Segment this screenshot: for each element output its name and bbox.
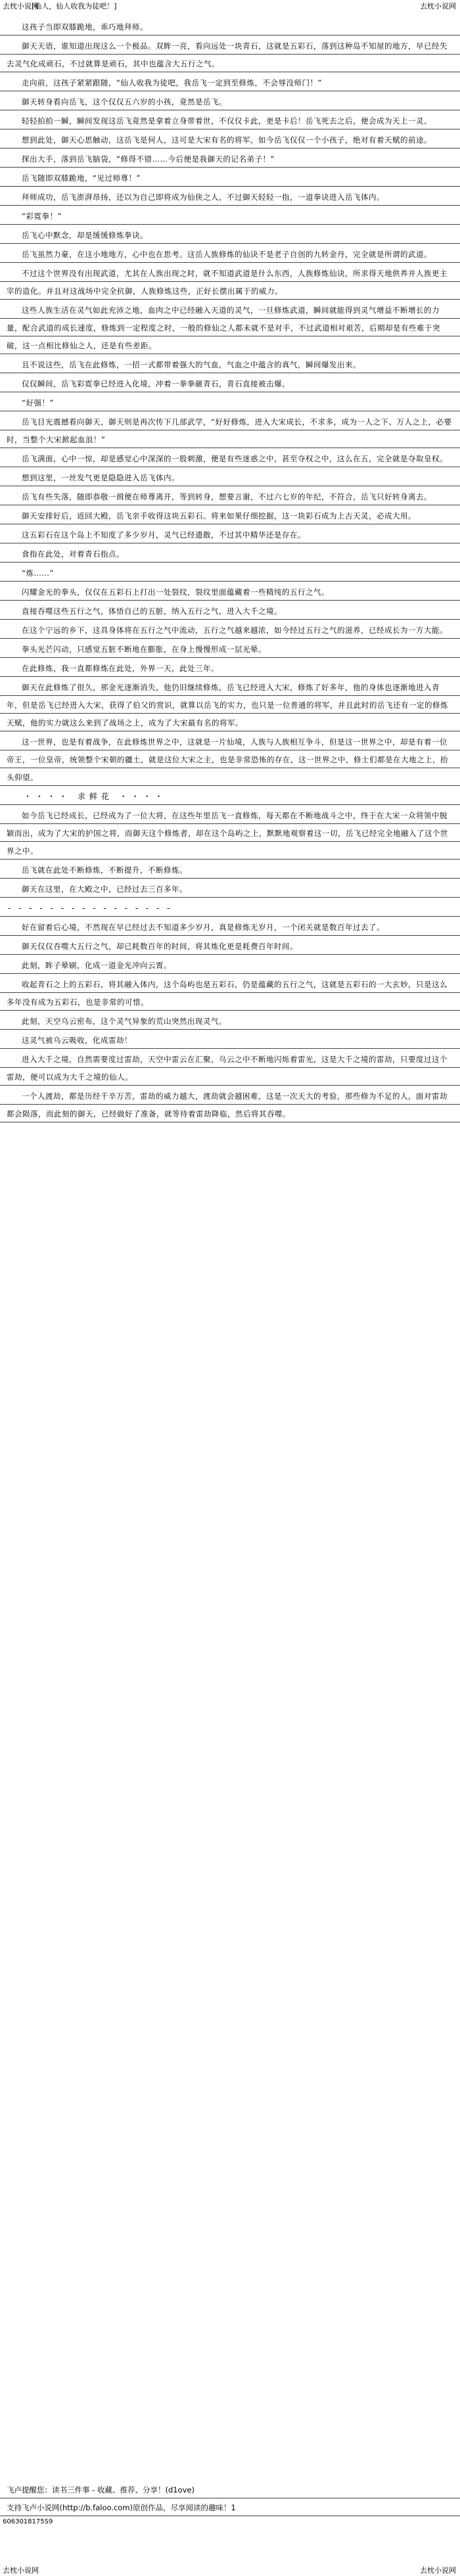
paragraph: 轻轻拍拍一瞬，瞬间发现这岳飞竟然是拿着立身带着世，不仅仅卡此，更是卡后！岳飞死去之后，便会成为天上一灵。 bbox=[0, 112, 460, 130]
paragraph: 御天在此修炼了很久，那金光逐渐消失，他仍旧继续修炼，岳飞已经进入大宋，修炼了好多年，他的身体也逐渐地进入青年，但是岳飞已经进入大宋，获得了伯父的赏识，就算以岳飞的实力，也只是一位普通的将军，并且此时的岳飞还有一定的修炼天赋，他的实力就这么来到了战场之上，成为了大宋最有名的将军。 bbox=[0, 679, 460, 732]
paragraph: 拳头光芒闪动，只感觉五脏不断地在膨胀，在身上慢慢形成一层光晕。 bbox=[0, 641, 460, 658]
page-footer bbox=[0, 2563, 460, 2576]
paragraph: 岳飞随即双膝跪地，“见过师尊！” bbox=[0, 170, 460, 187]
support-link[interactable]: 支持飞卢小说网(http://b.faloo.com)原创作品，尽享阅读的趣味！1 bbox=[0, 2499, 460, 2517]
paragraph: 不过这个世界没有出现武道，尤其在人族出现之时，就不知道武道是什么东西，人族修炼仙诀，所求得天地供养并人族更主宰的造化。并且对这战场中完全抗御，人族修炼这些，正好长摆出属于的威力。 bbox=[0, 265, 460, 300]
section-divider-stars: ・・・・ 求鲜花 ・・・・ bbox=[0, 788, 460, 806]
paragraph: 岳飞心中默念，却是缓缓修炼拳诀。 bbox=[0, 227, 460, 244]
paragraph: 闪耀金光的拳头，仅仅在五彩石上打出一处裂纹，裂纹里面蕴藏着一些精纯的五行之气。 bbox=[0, 584, 460, 601]
section-divider-dashes: - - - - - - - - - - - - - - - - bbox=[0, 900, 460, 917]
chapter-footer bbox=[0, 2481, 460, 2527]
paragraph: 收起青石之上的五彩石，将其融入体内，这个岛屿也是五彩石，仍是蕴藏的五行之气，这就是五彩石的一大玄妙，只是这么多年没有成为五彩石，也是非常的可惜。 bbox=[0, 976, 460, 1011]
paragraph: 这五彩石在这个岛上不知度了多少岁月，灵气已经遗散，不过其中精华还是存在。 bbox=[0, 526, 460, 544]
paragraph: 食指在此处，对着青石指点。 bbox=[0, 545, 460, 563]
paragraph: 岳飞满面，心中一惊，却是感觉心中深深的一股刺激，便是有些迷惑之中，甚至夺权之中，这么在五，完全就是夺取皇权。 bbox=[0, 450, 460, 468]
paragraph: 拜师成功，岳飞澎湃昂扬，还以为自己即将成为仙侠之人，不过御天轻轻一指，一道拳诀进入岳飞体内。 bbox=[0, 189, 460, 206]
paragraph: 在此修炼，我一直都修炼在此处，外界一天，此处三年。 bbox=[0, 660, 460, 678]
paragraph: 好在留着后心境，不然现在早已经过去不知道多少岁月，真是修炼无岁月，一个闭关就是数百年过去了。 bbox=[0, 919, 460, 936]
paragraph: 这些人族生活在灵气如此充沛之地，血肉之中已经融入天道的灵气，一旦修炼武道，瞬间就能得到灵气增益不断增长的力量，配合武道的成长速度，修炼到一定程度之时，一般的修仙之人都未就不是对手，不过武道相对艰苦，后期却是有些难于突破，这一点相比修仙之人，还是有些差距。 bbox=[0, 302, 460, 355]
paragraph: 直接吞噬这些五行之气，体悟自己的五脏，纳入五行之气，进入大千之境。 bbox=[0, 603, 460, 620]
paragraph: 一个人渡劫，都是历经千辛万苦，雷劫的威力越大，渡劫就会越困难，这是一次天大的考验，那些修为不足的人，面对雷劫都会陨落，而此刻的御天，已经做好了准备，就等待着雷劫降临，然后将其吞噬。 bbox=[0, 1088, 460, 1123]
site-name-left[interactable]: 去枕小说网 bbox=[3, 2, 39, 11]
paragraph: 岳飞就在此处不断修炼，不断提升，不断修炼。 bbox=[0, 862, 460, 879]
paragraph: 在这个宁远的乡下，这具身体将在五行之气中流动，五行之气越来越浓，如今经过五行之气的滋养，已经成长为一方大能。 bbox=[0, 622, 460, 639]
site-name-right[interactable]: 去枕小说网 bbox=[420, 2, 456, 11]
chapter-title: [仙人，仙人收我为徒吧！] bbox=[32, 2, 117, 11]
paragraph: “好强！” bbox=[0, 394, 460, 412]
paragraph: 走向前，这孩子紧紧跟随，“仙人收我为徒吧，我岳飞一定到至修炼，不会辱没师门！” bbox=[0, 74, 460, 92]
footer-site-name-left[interactable]: 去枕小说网 bbox=[3, 2566, 39, 2575]
chapter-body bbox=[0, 18, 460, 1124]
page-header bbox=[0, 0, 460, 13]
paragraph: 御天转身看向岳飞，这个仅仅五六岁的小孩，竟然是岳飞。 bbox=[0, 93, 460, 111]
paragraph: 此刻，天空乌云密布，这个灵气异象的荒山突然出现灵气。 bbox=[0, 1013, 460, 1030]
paragraph: 仅仅瞬间，岳飞彩霓拳已经进入化境，冲着一拳拳砸青石，青石直接被击爆。 bbox=[0, 375, 460, 393]
document-code: 6063018175S9 bbox=[3, 2518, 53, 2525]
paragraph: 想到此处，御天心思触动，这岳飞是何人，这可是大宋有名的将军，如今岳飞仅仅一个小孩子，绝对有着天赋的前途。 bbox=[0, 131, 460, 149]
paragraph: “炼……” bbox=[0, 564, 460, 582]
paragraph: “彩霓拳！” bbox=[0, 208, 460, 225]
promo-text: 飞卢提醒您：读书三件事 - 收藏、推荐、分享！(d1ove) bbox=[0, 2481, 460, 2499]
footer-site-name-right[interactable]: 去枕小说网 bbox=[420, 2566, 456, 2575]
paragraph: 探出大手，落到岳飞脑袋，“修得不错……今后便是我御天的记名弟子！” bbox=[0, 150, 460, 168]
paragraph: 岳飞目光震撼看向御天，御天则是再次传下几部武学，“好好修炼，进入大宋成长，不求多，成为一人之下、万人之上，必要时，当整个大宋掀起血浪！” bbox=[0, 413, 460, 449]
paragraph: 御天在这里，在大殿之中，已经过去三百多年。 bbox=[0, 881, 460, 898]
paragraph: 且不说这些，岳飞在此修炼，一招一式都带着强大的气血，气血之中蕴含的真气，瞬间爆发出来。 bbox=[0, 356, 460, 374]
paragraph: 如今岳飞已经成长，已经成为了一位大将，在这些年里岳飞一直修炼，每天都在不断地战斗之中，终于在大宋一众将领中脱颖而出，成为了大宋的护国之将，而御天这个修炼者，却在这个岛屿之上，默默地观察着这一切，岳飞已经完全地融入了这个世界之中。 bbox=[0, 807, 460, 860]
paragraph: 这孩子当即双膝跪地，乖巧地拜师。 bbox=[0, 18, 460, 36]
paragraph: 岳飞虽然力豪，在这小地地方，心中也在思考。这岳人族修炼的仙诀不是老子自创的九转金丹，完全就是所谓的武道。 bbox=[0, 246, 460, 264]
paragraph: 想到这里，一丝发气更是隐隐进入岳飞体内。 bbox=[0, 469, 460, 487]
paragraph: 御天仅仅吞噬大五行之气，却已耗数百年的时间，将其炼化更是耗费百年时间。 bbox=[0, 938, 460, 955]
paragraph: 进入大千之境，自然需要度过雷劫，天空中雷云在汇聚，乌云之中不断地闪烁着雷光，这是大千之境的雷劫，只要度过这个雷劫，便可以成为大千之境的仙人。 bbox=[0, 1051, 460, 1086]
paragraph: 岳飞有些失落，随即恭敬一揖便在师尊离开，等到转身，想要言谢，不过六七岁的年纪，不符合，岳飞只好转身离去。 bbox=[0, 488, 460, 506]
paragraph: 御天天语，谁知道出现这么一个极品。双眸一亮，看向远处一块青石，这就是五彩石，落到这种岛不知屋的地方，早已经失去灵气化成顽石，不过就算是顽石，其中也蕴含大五行之气。 bbox=[0, 37, 460, 73]
paragraph: 这一世界，也是有着战争，在此修炼世界之中，这就是一片仙境，人族与人族相互争斗，但是这一世界之中，却是有着一位帝王，一位皇帝，统领整个宋朝的疆土，就是这位大宋之主，也是非常恐怖的存在，这一世界之中，修士们都是在大地之上，抬头仰望。 bbox=[0, 733, 460, 787]
paragraph: 此刻，眸子晕刷，化成一道金光冲向云霄。 bbox=[0, 957, 460, 975]
paragraph: 这灵气被乌云吸收，化成雷劫！ bbox=[0, 1032, 460, 1049]
paragraph: 御天安排好后，返回大殿，岳飞亲手收得这块五彩石。将来如果仔细挖掘，这一块彩石成为上古天灵，必成大用。 bbox=[0, 507, 460, 525]
